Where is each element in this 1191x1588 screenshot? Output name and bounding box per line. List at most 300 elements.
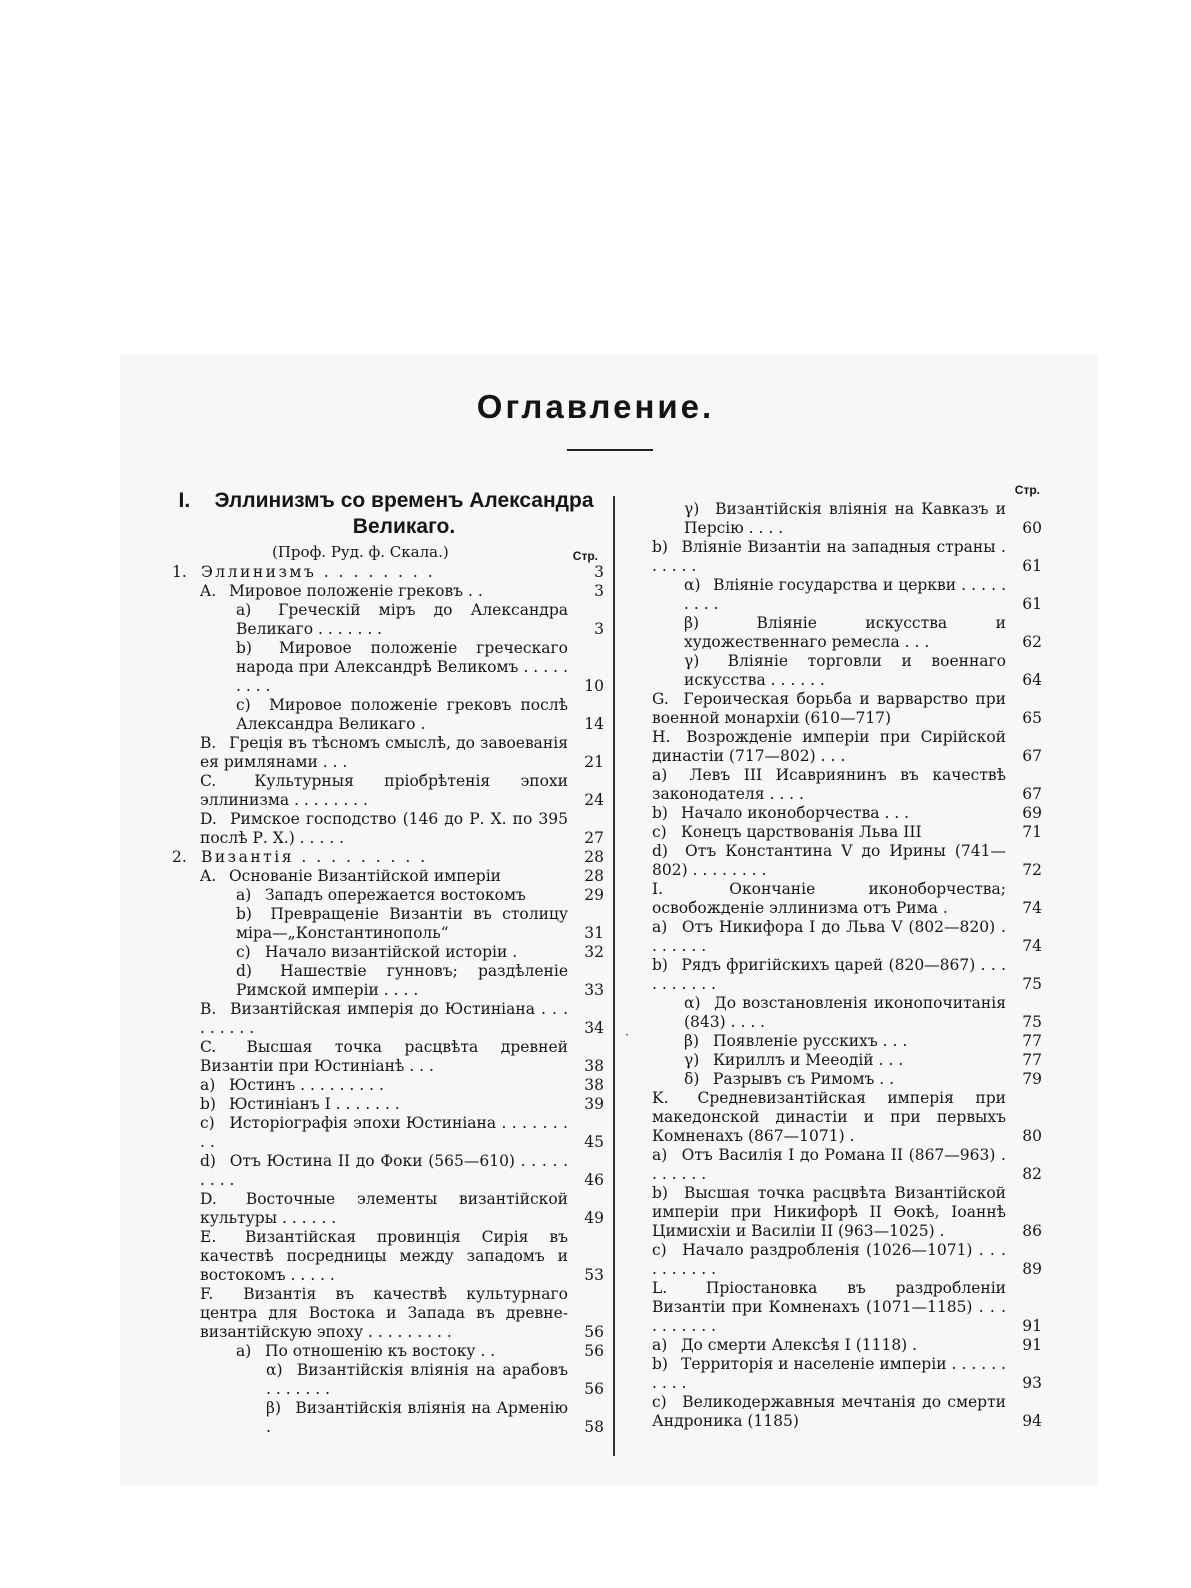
- toc-entry: [172, 943, 604, 962]
- toc-entry-text: Восточные элементы византійской культуры . . . . . .: [200, 1190, 568, 1227]
- toc-entry-page-number: 77: [1022, 1032, 1042, 1050]
- toc-entry-label: [236, 962, 574, 1000]
- toc-entry-label: [236, 639, 574, 696]
- toc-entry-label: [652, 728, 1012, 766]
- toc-entry: [652, 1032, 1042, 1051]
- toc-entry-text: Мировое положеніе грековъ послѣ Александра Великаго .: [236, 696, 568, 733]
- toc-entry-page-number: 38: [584, 1076, 604, 1094]
- toc-entry-text: Греція въ тѣсномъ смыслѣ, до завоеванія ея римлянами . . .: [200, 734, 568, 771]
- toc-entry-text: Римское господство (146 до Р. Х. по 395 послѣ Р. Х.) . . . . .: [200, 810, 568, 847]
- toc-entry: [172, 1095, 604, 1114]
- toc-entry-line: [200, 1076, 568, 1095]
- toc-entry: [652, 652, 1042, 690]
- toc-entry-page-number: 33: [584, 981, 604, 999]
- toc-entry-page-number: 75: [1022, 1013, 1042, 1031]
- toc-entry-line: [684, 576, 1006, 614]
- toc-entry: [172, 810, 604, 848]
- column-divider: [613, 496, 615, 1456]
- toc-entry-marker: a): [652, 1146, 668, 1164]
- toc-entry-text: Отъ Никифора I до Льва V (802—820) . . . . . . .: [652, 918, 1006, 955]
- toc-entry-label: [652, 1146, 1012, 1184]
- toc-entry-marker: c): [236, 696, 251, 714]
- toc-entry-line: [652, 1393, 1006, 1431]
- toc-entry: [172, 1152, 604, 1190]
- toc-entry-label: [652, 956, 1012, 994]
- toc-entry-line: [684, 500, 1006, 538]
- page-column-header-right: Стр.: [1014, 483, 1040, 497]
- toc-entry-label: [236, 943, 574, 962]
- toc-entry-line: [652, 1355, 1006, 1393]
- toc-entry-line: [652, 690, 1006, 728]
- toc-entry-page-number: 21: [584, 753, 604, 771]
- toc-entry-line: [200, 1228, 568, 1285]
- toc-entry-marker: β): [266, 1399, 282, 1417]
- toc-entry-text: По отношенію къ востоку . .: [264, 1342, 496, 1360]
- toc-entry-marker: b): [652, 804, 668, 822]
- toc-entry-marker: α): [684, 576, 701, 594]
- toc-entry-page-number: 69: [1022, 804, 1042, 822]
- toc-entry-page-number: 10: [584, 677, 604, 695]
- toc-entry-page-number: 93: [1022, 1374, 1042, 1392]
- toc-entry-label: [652, 1241, 1012, 1279]
- toc-entry-label: [200, 867, 574, 886]
- toc-entry-line: [200, 1095, 568, 1114]
- toc-entry-text: Нашествіе гунновъ; раздѣленіе Римской имперіи . . . .: [236, 962, 568, 999]
- toc-entry-marker: D.: [200, 810, 217, 828]
- toc-entry: [172, 582, 604, 601]
- toc-entry-marker: α): [266, 1361, 283, 1379]
- toc-entry-line: [684, 1051, 1006, 1070]
- toc-entry-line: [200, 1038, 568, 1076]
- part-author-line: [172, 542, 604, 563]
- part-heading: [172, 488, 604, 540]
- toc-entry-label: [652, 918, 1012, 956]
- toc-entry-marker: c): [652, 823, 667, 841]
- toc-entry-line: [652, 538, 1006, 576]
- toc-entry: [652, 1051, 1042, 1070]
- toc-entry-line: [684, 994, 1006, 1032]
- toc-entry-marker: γ): [684, 652, 700, 670]
- toc-entry-line: [236, 905, 568, 943]
- toc-entry-text: Отъ Константина V до Ирины (741—802) . . . . . . . .: [652, 842, 1006, 879]
- toc-entry-page-number: 32: [584, 943, 604, 961]
- toc-entry-page-number: 28: [584, 867, 604, 885]
- toc-entry-line: [652, 1241, 1006, 1279]
- toc-entry-text: Начало византійской исторіи .: [264, 943, 518, 961]
- toc-entry-marker: 1.: [172, 563, 187, 581]
- toc-entry-line: [684, 1070, 1006, 1089]
- toc-entry-text: Исторіографія эпохи Юстиніана . . . . . . . . .: [200, 1114, 568, 1151]
- toc-entry-marker: b): [652, 1184, 668, 1202]
- toc-entry: [172, 696, 604, 734]
- toc-entry-marker: b): [652, 538, 668, 556]
- toc-entry-text: Территорія и населеніе имперіи . . . . . . . . . .: [652, 1355, 1006, 1392]
- toc-entry-page-number: 56: [584, 1380, 604, 1398]
- toc-entry-label: [684, 1070, 1012, 1089]
- toc-entry-text: До смерти Алексѣя I (1118) .: [680, 1336, 918, 1354]
- toc-entry-page-number: 27: [584, 829, 604, 847]
- toc-entry: [172, 1228, 604, 1285]
- toc-entry-text: Основаніе Византійской имперіи: [228, 867, 502, 885]
- toc-entry: [172, 1285, 604, 1342]
- toc-entry-page-number: 62: [1022, 633, 1042, 651]
- toc-column-left: [172, 488, 604, 1437]
- toc-entry-marker: b): [200, 1095, 216, 1113]
- toc-entry-marker: b): [652, 956, 668, 974]
- toc-entry-marker: δ): [684, 1070, 700, 1088]
- toc-entry-marker: c): [236, 943, 251, 961]
- toc-entry-marker: C.: [200, 1038, 217, 1056]
- toc-entry-label: [200, 1095, 574, 1114]
- toc-entry-text: До возстановленія иконопочитанія (843) . . . .: [684, 994, 1006, 1031]
- toc-entry-page-number: 71: [1022, 823, 1042, 841]
- toc-entry-line: [652, 728, 1006, 766]
- toc-entry-label: [200, 772, 574, 810]
- toc-entry-line: [236, 1342, 568, 1361]
- toc-entry-marker: γ): [684, 500, 700, 518]
- scan-speck: ·: [625, 1028, 629, 1042]
- toc-entry-page-number: 53: [584, 1266, 604, 1284]
- toc-entry-line: [172, 563, 568, 582]
- toc-entry-line: [200, 1190, 568, 1228]
- toc-entry-line: [200, 582, 568, 601]
- toc-entry-line: [236, 962, 568, 1000]
- toc-entry: [652, 1241, 1042, 1279]
- toc-entry-page-number: 80: [1022, 1127, 1042, 1145]
- toc-entry-marker: b): [652, 1355, 668, 1373]
- toc-entry-line: [652, 1336, 1006, 1355]
- toc-entry-page-number: 91: [1022, 1317, 1042, 1335]
- toc-entry-marker: A.: [200, 582, 217, 600]
- toc-entry-text: Героическая борьба и варварство при военной монархіи (610—717): [652, 690, 1006, 727]
- toc-entry-marker: L.: [652, 1279, 668, 1297]
- toc-entry-marker: c): [652, 1241, 667, 1259]
- toc-entry: [652, 918, 1042, 956]
- toc-entry-label: [236, 601, 574, 639]
- toc-entry-marker: a): [652, 766, 668, 784]
- toc-entry: [652, 1146, 1042, 1184]
- toc-entry-page-number: 14: [584, 715, 604, 733]
- toc-entry-text: Мировое положеніе греческаго народа при Александрѣ Великомъ . . . . . . . . .: [236, 639, 568, 695]
- toc-entry-marker: G.: [652, 690, 669, 708]
- toc-entry-marker: b): [236, 905, 252, 923]
- toc-entry: [172, 563, 604, 582]
- toc-entry-label: [652, 1279, 1012, 1336]
- toc-entry-line: [684, 614, 1006, 652]
- toc-entry-page-number: 29: [584, 886, 604, 904]
- toc-entry-line: [266, 1399, 568, 1437]
- toc-entry-label: [200, 734, 574, 772]
- toc-entry: [172, 1342, 604, 1361]
- toc-entry: [652, 994, 1042, 1032]
- toc-entry-label: [652, 1393, 1012, 1431]
- toc-entry-text: Византійскія вліянія на Арменію .: [266, 1399, 568, 1436]
- toc-entry: [172, 1190, 604, 1228]
- toc-entry-text: Мировое положеніе грековъ . .: [228, 582, 483, 600]
- toc-entry-marker: 2.: [172, 848, 187, 866]
- toc-entry: [652, 823, 1042, 842]
- toc-entry-label: [266, 1361, 574, 1399]
- toc-entry-text: Греческій міръ до Александра Великаго . . . . . . .: [236, 601, 568, 638]
- toc-entry-label: [200, 1190, 574, 1228]
- toc-entry-label: [200, 1285, 574, 1342]
- toc-entry-label: [200, 1076, 574, 1095]
- toc-entry-label: [200, 1000, 574, 1038]
- toc-entry-line: [652, 823, 1006, 842]
- toc-entry-text: Высшая точка расцвѣта древней Византіи при Юстиніанѣ . . .: [200, 1038, 568, 1075]
- toc-entry: [652, 576, 1042, 614]
- toc-entry: [652, 1336, 1042, 1355]
- toc-entry-page-number: 64: [1022, 671, 1042, 689]
- toc-entry-marker: b): [236, 639, 252, 657]
- toc-entry-page-number: 67: [1022, 785, 1042, 803]
- toc-entry-page-number: 94: [1022, 1412, 1042, 1430]
- toc-entry-line: [652, 1146, 1006, 1184]
- toc-entry: [652, 1393, 1042, 1431]
- toc-entry-label: [684, 614, 1012, 652]
- toc-entry-page-number: 89: [1022, 1260, 1042, 1278]
- toc-entry-line: [200, 1000, 568, 1038]
- toc-entry-text: Высшая точка расцвѣта Византійской имперіи при Никифорѣ II Ѳокѣ, Іоаннѣ Цимисхіи и Василіи II (963—1025) .: [652, 1184, 1006, 1240]
- toc-entry: [172, 905, 604, 943]
- toc-list-right: [652, 500, 1042, 1431]
- toc-list-left: [172, 563, 604, 1437]
- toc-entry-marker: E.: [200, 1228, 217, 1246]
- toc-entry-marker: B.: [200, 1000, 217, 1018]
- toc-entry-text: Разрывъ съ Римомъ . .: [712, 1070, 895, 1088]
- toc-entry-page-number: 67: [1022, 747, 1042, 765]
- toc-entry-text: Отъ Юстина II до Фоки (565—610) . . . . . . . . .: [200, 1152, 568, 1189]
- toc-entry-label: [684, 652, 1012, 690]
- toc-entry-line: [652, 1279, 1006, 1336]
- toc-entry-page-number: 28: [584, 848, 604, 866]
- toc-entry-line: [172, 848, 568, 867]
- toc-entry-text: Византія . . . . . . . . .: [200, 848, 428, 866]
- toc-entry-line: [200, 867, 568, 886]
- toc-entry: [172, 1399, 604, 1437]
- toc-entry-page-number: 56: [584, 1323, 604, 1341]
- toc-entry-text: Византія въ качествѣ культурнаго центра для Востока и Запада въ древне-византійскую эпоху . . . . . . . . .: [200, 1285, 568, 1341]
- toc-entry-marker: a): [652, 918, 668, 936]
- toc-entry-marker: A.: [200, 867, 217, 885]
- toc-entry: [172, 867, 604, 886]
- toc-entry-page-number: 79: [1022, 1070, 1042, 1088]
- toc-entry: [652, 538, 1042, 576]
- toc-entry-text: Окончаніе иконоборчества; освобожденіе эллинизма отъ Рима .: [652, 880, 1006, 917]
- toc-entry-label: [200, 1114, 574, 1152]
- toc-entry-text: Кириллъ и Мееодій . . .: [712, 1051, 904, 1069]
- toc-entry: [652, 1070, 1042, 1089]
- toc-entry-line: [200, 810, 568, 848]
- toc-entry: [172, 734, 604, 772]
- toc-entry-line: [652, 1184, 1006, 1241]
- toc-entry-label: [200, 810, 574, 848]
- toc-entry-line: [652, 956, 1006, 994]
- toc-entry-marker: β): [684, 1032, 700, 1050]
- toc-entry-label: [652, 1336, 1012, 1355]
- toc-entry-marker: C.: [200, 772, 217, 790]
- toc-entry: [652, 804, 1042, 823]
- toc-entry-text: Юстинъ . . . . . . . . .: [228, 1076, 384, 1094]
- toc-entry-marker: B.: [200, 734, 217, 752]
- toc-entry-label: [236, 696, 574, 734]
- toc-entry-text: Начало иконоборчества . . .: [680, 804, 910, 822]
- toc-entry: [172, 962, 604, 1000]
- toc-entry: [172, 772, 604, 810]
- toc-entry-text: Великодержавныя мечтанія до смерти Андроника (1185): [652, 1393, 1006, 1430]
- toc-entry-text: Пріостановка въ раздробленіи Византіи при Комненахъ (1071—1185) . . . . . . . . . .: [652, 1279, 1006, 1335]
- toc-entry: [172, 848, 604, 867]
- toc-entry-text: Византійскія вліянія на арабовъ . . . . . . .: [266, 1361, 568, 1398]
- toc-entry-page-number: 38: [584, 1057, 604, 1075]
- toc-entry-text: Вліяніе искусства и художественнаго ремесла . . .: [684, 614, 1006, 651]
- toc-entry-label: [200, 1038, 574, 1076]
- toc-entry-text: Вліяніе торговли и военнаго искусства . . . . . .: [684, 652, 1006, 689]
- toc-entry: [172, 1000, 604, 1038]
- toc-entry-page-number: 61: [1022, 557, 1042, 575]
- toc-entry-page-number: 58: [584, 1418, 604, 1436]
- toc-entry-label: [172, 848, 574, 867]
- toc-entry-text: Культурныя пріобрѣтенія эпохи эллинизма . . . . . . . .: [200, 772, 568, 809]
- toc-entry: [652, 1089, 1042, 1146]
- toc-entry-marker: H.: [652, 728, 671, 746]
- toc-entry-line: [684, 1032, 1006, 1051]
- toc-entry-page-number: 60: [1022, 519, 1042, 537]
- toc-entry-page-number: 86: [1022, 1222, 1042, 1240]
- part-author: (Проф. Руд. ф. Скала.): [272, 543, 449, 561]
- toc-entry-page-number: 46: [584, 1171, 604, 1189]
- toc-entry-label: [684, 500, 1012, 538]
- toc-entry-label: [652, 842, 1012, 880]
- toc-entry-label: [652, 1355, 1012, 1393]
- toc-entry-marker: F.: [200, 1285, 214, 1303]
- toc-entry: [652, 728, 1042, 766]
- page-title: Оглавление.: [476, 388, 715, 425]
- toc-entry-line: [236, 639, 568, 696]
- toc-entry-page-number: 65: [1022, 709, 1042, 727]
- toc-entry-line: [684, 652, 1006, 690]
- toc-entry-line: [652, 804, 1006, 823]
- toc-entry-line: [236, 886, 568, 905]
- part-title: Эллинизмъ со временъ Александра Великаго.: [214, 489, 594, 538]
- part-number: I.: [178, 489, 191, 512]
- toc-entry-label: [652, 804, 1012, 823]
- toc-entry-marker: a): [652, 1336, 668, 1354]
- toc-entry-text: Превращеніе Византіи въ столицу міра—„Константинополь“: [236, 905, 568, 942]
- toc-entry-marker: α): [684, 994, 701, 1012]
- toc-entry-text: Возрожденіе имперіи при Сирійской династіи (717—802) . . .: [652, 728, 1007, 765]
- toc-entry-text: Начало раздробленія (1026—1071) . . . . . . . . . .: [652, 1241, 1006, 1278]
- toc-entry: [172, 1038, 604, 1076]
- toc-entry-marker: d): [200, 1152, 216, 1170]
- toc-entry-line: [652, 842, 1006, 880]
- toc-entry-page-number: 56: [584, 1342, 604, 1360]
- toc-entry-line: [200, 1152, 568, 1190]
- toc-entry-text: Византійская имперія до Юстиніана . . . . . . . . .: [200, 1000, 568, 1037]
- toc-entry-label: [684, 576, 1012, 614]
- toc-entry-page-number: 3: [594, 563, 604, 581]
- toc-entry-page-number: 77: [1022, 1051, 1042, 1069]
- toc-entry-line: [652, 918, 1006, 956]
- toc-entry-page-number: 74: [1022, 899, 1042, 917]
- toc-entry-marker: K.: [652, 1089, 669, 1107]
- toc-entry-label: [652, 1184, 1012, 1241]
- toc-entry-text: Византійская провинція Сирія въ качествѣ посредницы между западомъ и востокомъ . . . . .: [200, 1228, 569, 1284]
- toc-entry-line: [200, 734, 568, 772]
- toc-entry-text: Отъ Василія I до Романа II (867—963) . . . . . . .: [652, 1146, 1006, 1183]
- toc-entry-marker: a): [236, 886, 252, 904]
- toc-entry-label: [200, 1152, 574, 1190]
- toc-entry-line: [200, 1285, 568, 1342]
- toc-entry-line: [652, 1089, 1006, 1146]
- toc-entry-text: Византійскія вліянія на Кавказъ и Персію . . . .: [684, 500, 1007, 537]
- toc-entry: [652, 500, 1042, 538]
- toc-entry-page-number: 24: [584, 791, 604, 809]
- toc-entry-label: [200, 1228, 574, 1285]
- toc-entry: [172, 601, 604, 639]
- toc-entry-text: Вліяніе Византіи на западныя страны . . . . . .: [652, 538, 1006, 575]
- toc-entry-label: [652, 1089, 1012, 1146]
- toc-entry-label: [200, 582, 574, 601]
- toc-entry-line: [236, 696, 568, 734]
- toc-entry: [652, 1184, 1042, 1241]
- toc-entry-line: [266, 1361, 568, 1399]
- toc-entry-line: [652, 766, 1006, 804]
- toc-entry: [652, 1279, 1042, 1336]
- toc-entry-text: Эллинизмъ . . . . . . . .: [200, 563, 436, 581]
- toc-entry-text: Юстиніанъ I . . . . . . .: [228, 1095, 400, 1113]
- toc-entry: [172, 886, 604, 905]
- toc-entry-marker: d): [236, 962, 252, 980]
- toc-entry-label: [652, 690, 1012, 728]
- toc-entry-page-number: 74: [1022, 937, 1042, 955]
- toc-entry-page-number: 91: [1022, 1336, 1042, 1354]
- toc-entry-label: [684, 1032, 1012, 1051]
- toc-entry-line: [236, 601, 568, 639]
- toc-entry-label: [684, 1051, 1012, 1070]
- toc-entry-marker: a): [236, 1342, 252, 1360]
- toc-entry: [652, 842, 1042, 880]
- toc-entry-marker: c): [652, 1393, 667, 1411]
- toc-entry-page-number: 45: [584, 1133, 604, 1151]
- toc-entry: [172, 1076, 604, 1095]
- toc-entry-marker: a): [200, 1076, 216, 1094]
- toc-entry: [652, 614, 1042, 652]
- toc-entry-label: [652, 766, 1012, 804]
- toc-entry-line: [236, 943, 568, 962]
- toc-entry-label: [652, 880, 1012, 918]
- toc-entry-marker: a): [236, 601, 252, 619]
- toc-entry: [172, 1114, 604, 1152]
- toc-entry-marker: I.: [652, 880, 664, 898]
- toc-entry: [652, 880, 1042, 918]
- toc-entry-page-number: 34: [584, 1019, 604, 1037]
- toc-entry-marker: γ): [684, 1051, 700, 1069]
- toc-entry-page-number: 82: [1022, 1165, 1042, 1183]
- toc-entry-label: [684, 994, 1012, 1032]
- toc-entry-page-number: 61: [1022, 595, 1042, 613]
- toc-entry-marker: c): [200, 1114, 215, 1132]
- toc-entry-text: Рядъ фригійскихъ царей (820—867) . . . . . . . . . .: [652, 956, 1006, 993]
- page-column-header: Стр.: [572, 549, 598, 563]
- toc-entry-page-number: 3: [594, 582, 604, 600]
- toc-entry-line: [200, 1114, 568, 1152]
- toc-entry: [172, 639, 604, 696]
- toc-column-right: [652, 483, 1042, 1431]
- toc-entry-label: [236, 905, 574, 943]
- toc-entry-page-number: 75: [1022, 975, 1042, 993]
- toc-entry-label: [652, 538, 1012, 576]
